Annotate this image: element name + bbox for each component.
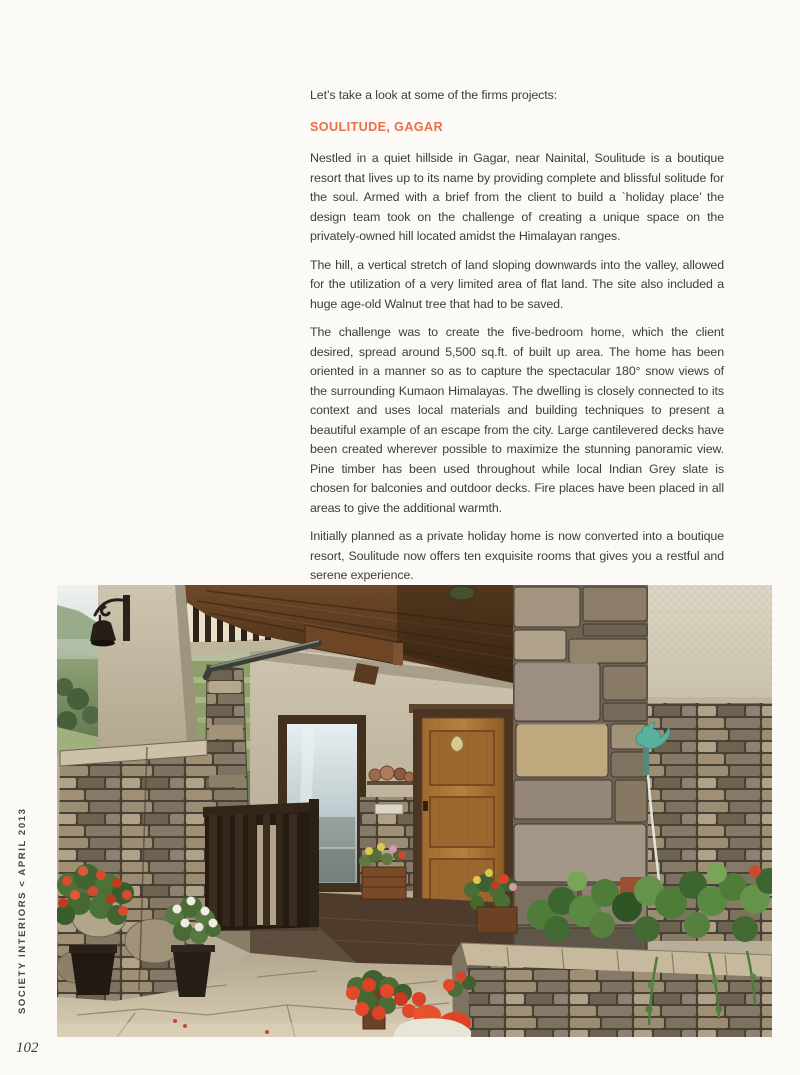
magazine-sidebar-title: SOCIETY INTERIORS < APRIL 2013 [17,807,28,1014]
article-paragraph: The challenge was to create the five-bedroom home, which the client desired, spread around 5,500 sq.ft. of built up area. The home has been oriented in a manner so as to capture the spectacular 180° snow views of the surrounding Kumaon Himalayas. The dwelling is closely connected to its context and uses local materials and building techniques to present a beautiful example of an escape from the city. Large cantilevered decks have been created wherever possible to maximize the stunning panoramic view. Pine timber has been used throughout while local Indian Grey slate is chosen for balconies and outdoor decks. Fire places have been placed in all areas to give the additional warmth. [310,325,724,515]
page-number: 102 [16,1040,39,1056]
article-paragraph: The hill, a vertical stretch of land sloping downwards into the valley, allowed for the utilization of a very limited area of flat land. The site also included a huge age-old Walnut tree that had to be saved. [310,257,724,311]
article-paragraph: Initially planned as a private holiday home is now converted into a boutique resort, Soulitude now offers ten exquisite rooms that gives you a restful and serene experience. [310,529,724,582]
article-photo [57,585,772,1037]
article-body [310,86,724,595]
left-stucco-pillar [98,585,199,748]
section-heading: SOULITUDE, GAGAR [310,119,444,134]
article-paragraph: Nestled in a quiet hillside in Gagar, near Nainital, Soulitude is a boutique resort that lives up to its name by providing complete and blissful solitude for the soul. Armed with a brief from the client to build a `holiday place’ the design team took on the challenge of creating a unique space on the privately-owned hill located amidst the Himalayan ranges. [310,151,724,243]
article-intro: Let’s take a look at some of the firms projects: [310,88,558,102]
